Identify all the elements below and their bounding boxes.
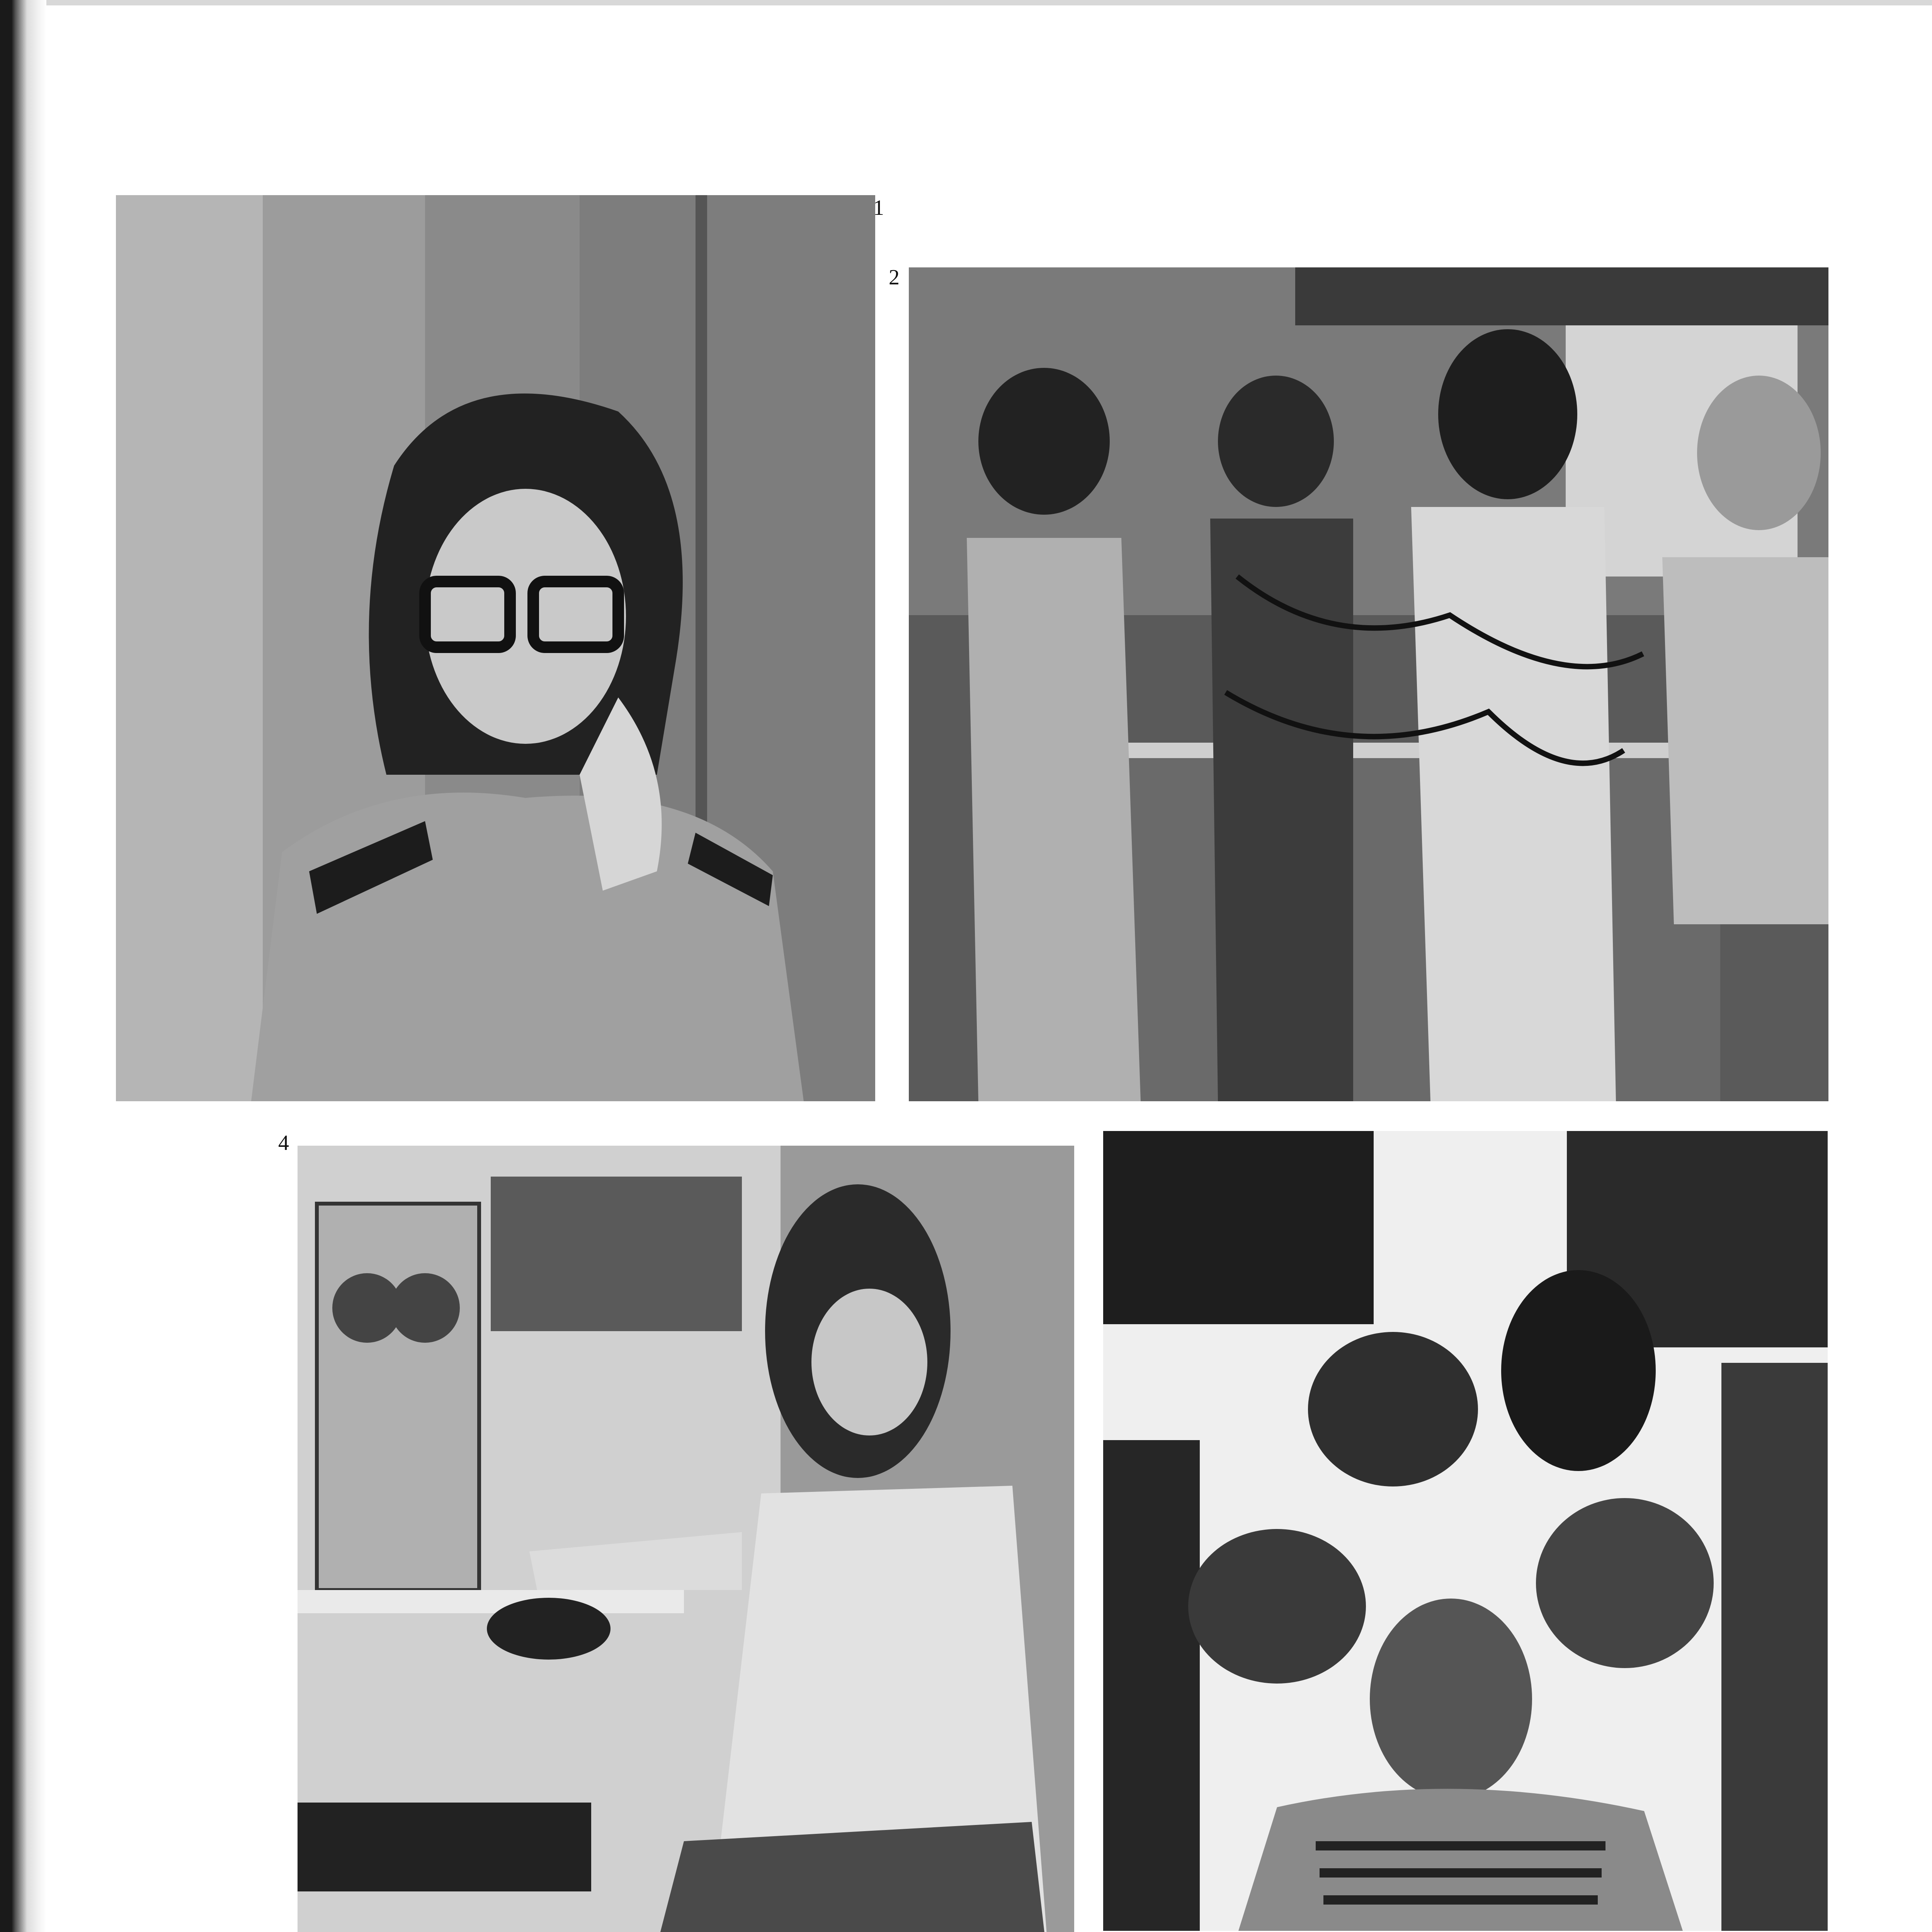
photo-number-2: 2 — [889, 265, 900, 289]
photo-photography-staff — [1103, 1131, 1828, 1931]
photo-newsdesk-coordinator — [298, 1146, 1074, 1932]
page-binding-edge — [0, 0, 46, 1932]
photo-number-4: 4 — [278, 1131, 289, 1155]
photo-number-1: 1 — [873, 196, 884, 220]
photo-disc-jockey — [116, 195, 875, 1101]
page-top-edge — [46, 0, 1932, 5]
photo-newsdesk-group — [909, 267, 1828, 1101]
